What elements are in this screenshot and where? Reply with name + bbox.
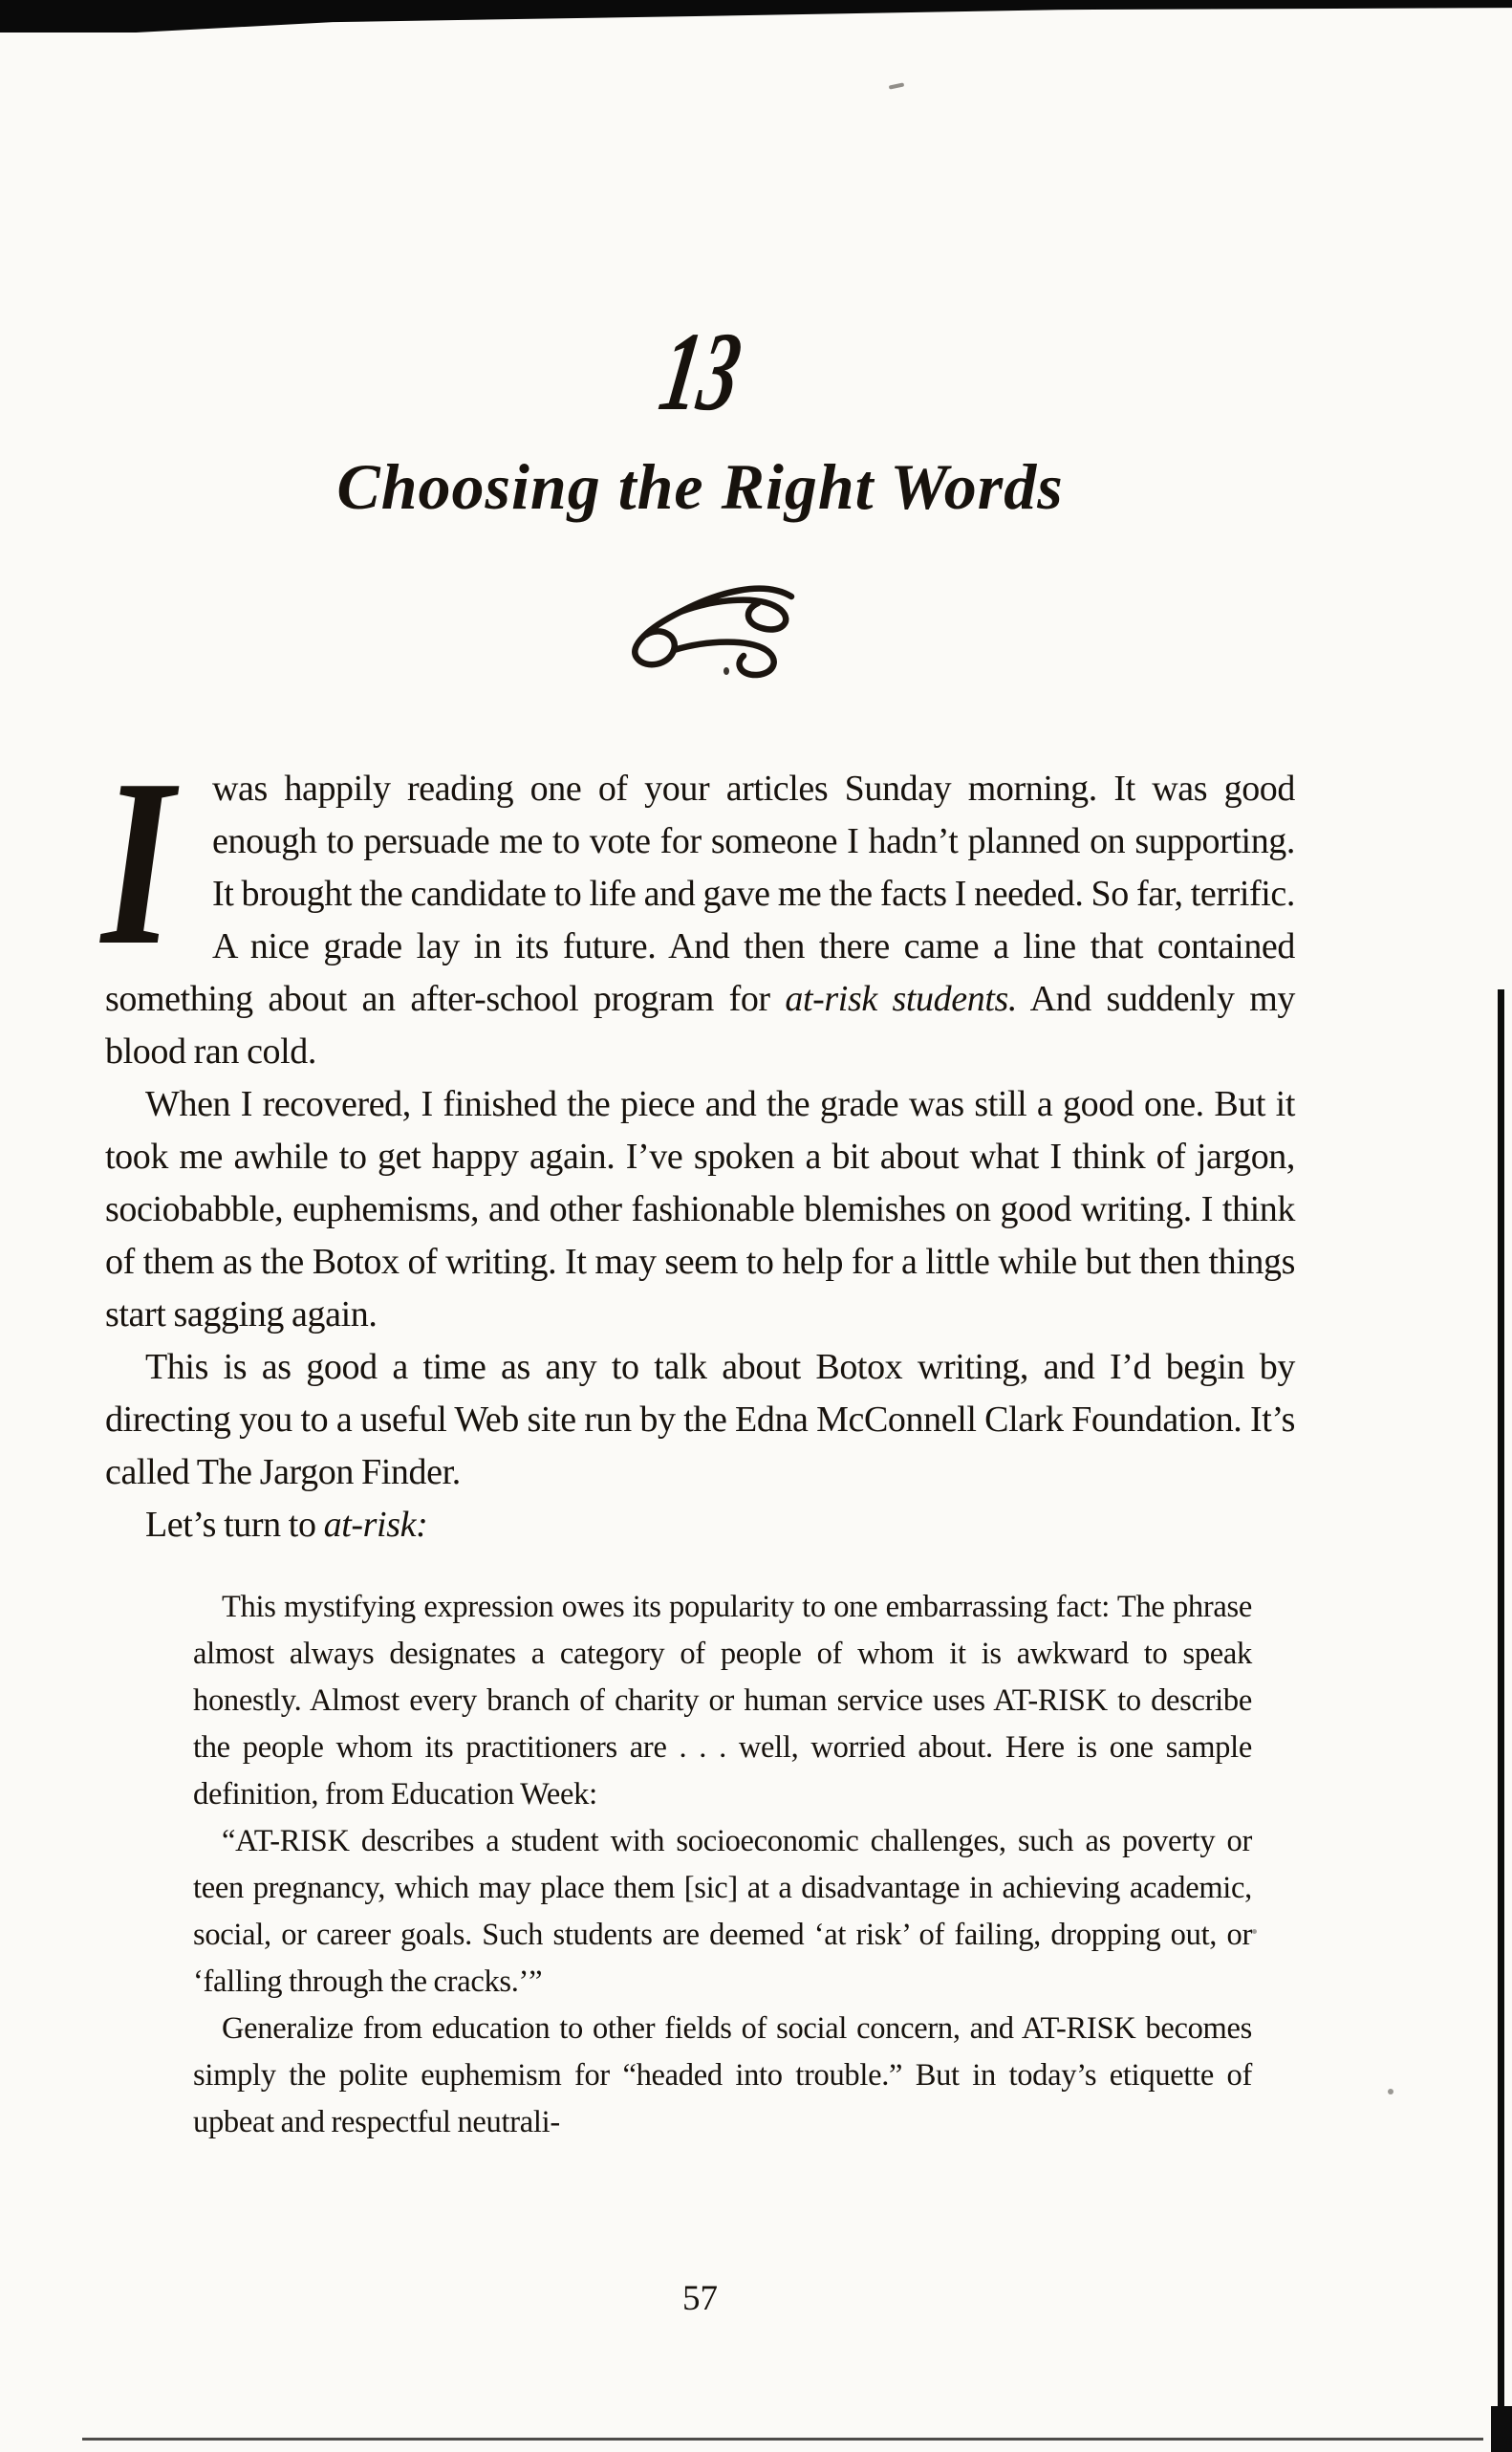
paragraph-botox: This is as good a time as any to talk about Botox writing, and I’d begin by directing you to a useful Web site run by the Edna McConnell Clark Foundation. It’s called The Jargon Finder. xyxy=(105,1347,1295,1492)
scan-speck xyxy=(1388,2089,1393,2094)
body-text xyxy=(101,730,1295,2146)
opening-italic-phrase: at-risk students. xyxy=(785,979,1017,1019)
blockquote-jargon-finder xyxy=(193,1584,1252,2146)
scan-artifact-top-bar xyxy=(0,0,1512,33)
drop-cap-letter: I xyxy=(101,730,174,995)
page-number: 57 xyxy=(682,2279,718,2318)
quote-paragraph-1: This mystifying expression owes its popularity to one embarrassing fact: The phrase almost always designates a category of people of whom it is awkward to speak honestly. Almost every branch of charity or human service uses AT-RISK to describe the people whom its practitioners are . . . well, worried about. Here is one sample definition, from Education Week: xyxy=(193,1590,1252,1812)
lets-turn-italic: at-risk: xyxy=(323,1505,428,1545)
flourish-ornament-icon xyxy=(621,570,803,679)
scan-artifact-corner-block xyxy=(1491,2406,1512,2452)
opening-text-end: And suddenly my blood ran cold. xyxy=(105,979,1295,1072)
lets-turn-text: Let’s turn to xyxy=(145,1505,324,1545)
chapter-number xyxy=(105,309,1295,434)
paragraph-recovered: When I recovered, I finished the piece and the grade was still a good one. But it took me awhile to get happy again. I’ve spoken a bit about what I think of jargon, sociobabble, euphemisms, and other fashionable blemishes on good writing. I think of them as the Botox of writing. It may seem to help for a little while but then things start sagging again. xyxy=(105,1084,1295,1334)
drop-cap xyxy=(101,730,195,995)
chapter-title: Choosing the Right Words xyxy=(336,450,1064,523)
chapter-number-text: 13 xyxy=(652,309,749,434)
paragraph-opening xyxy=(101,730,1295,1078)
quote-paragraph-2: “AT-RISK describes a student with socioeconomic challenges, such as poverty or teen pregnancy, which may place them [sic] at a disadvantage in achieving academic, social, or career goals. Such students are deemed ‘at risk’ of failing, dropping out, or ‘falling through the cracks.’” xyxy=(193,1824,1252,1999)
opening-text: was happily reading one of your articles Sunday morning. It was good enough to persuade me to vote for someone I hadn’t planned on supporting. It brought the candidate to life and gave me the facts I needed. So far, terrific. A nice grade lay in its future. And then there came a line that contained something about an after-school program for xyxy=(105,769,1295,1019)
scan-speck xyxy=(889,82,904,89)
paragraph-lets-turn xyxy=(105,1499,1295,1551)
scan-artifact-bottom-line xyxy=(82,2438,1483,2441)
scan-artifact-right-line xyxy=(1498,989,1504,2452)
quote-paragraph-3: Generalize from education to other fields of social concern, and AT-RISK becomes simply the polite euphemism for “headed into trouble.” But in today’s etiquette of upbeat and respectful neutrali- xyxy=(193,2011,1252,2139)
